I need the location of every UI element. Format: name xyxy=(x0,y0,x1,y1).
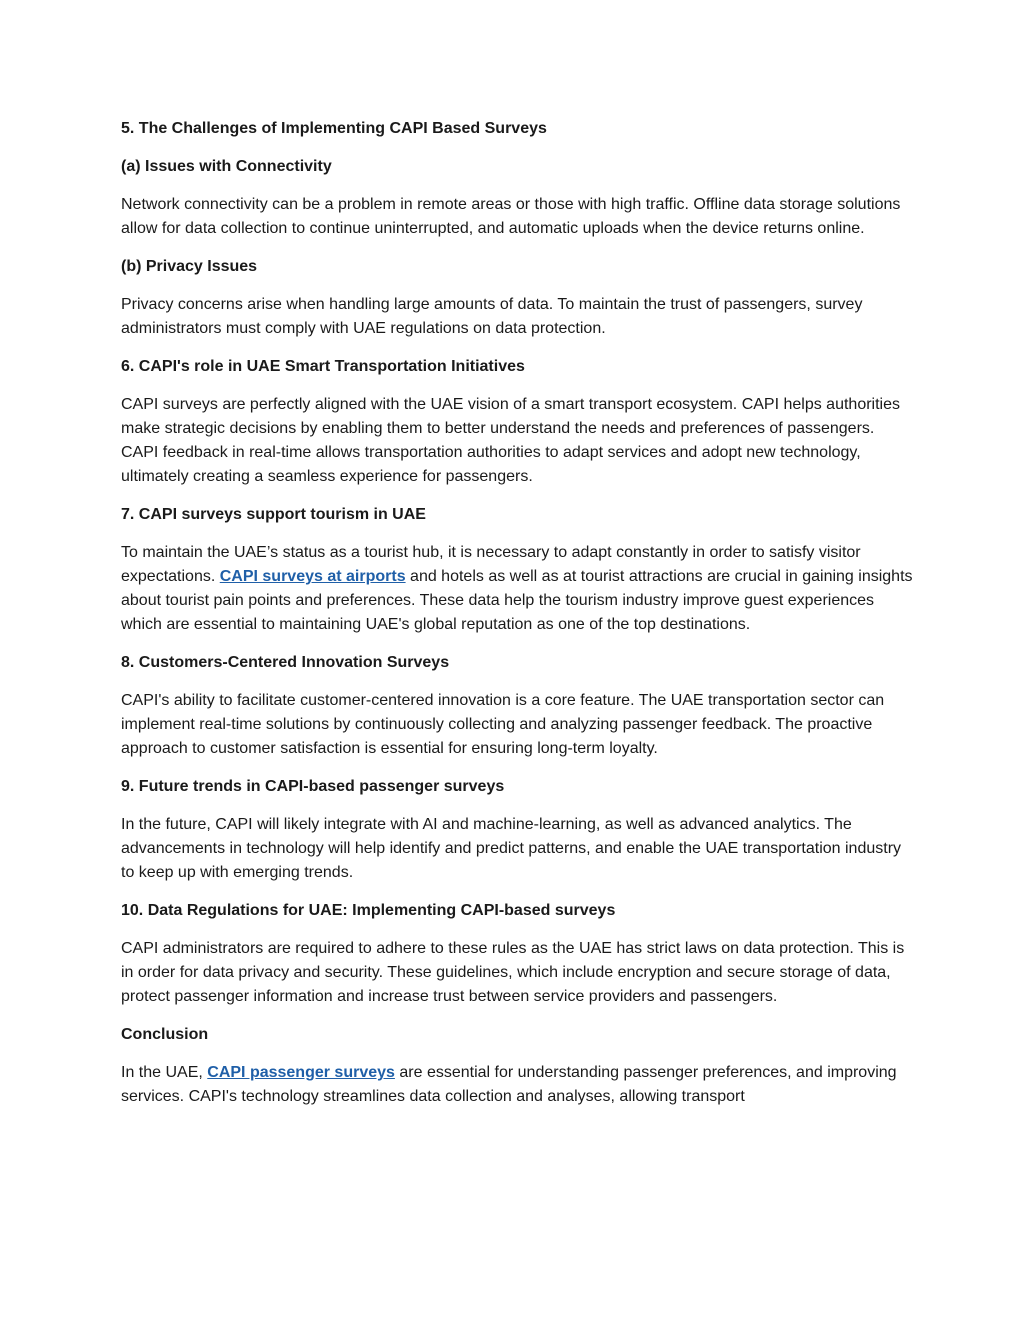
section-heading-challenges: 5. The Challenges of Implementing CAPI Based Surveys xyxy=(121,120,547,137)
paragraph-future-trends: In the future, CAPI will likely integrate with AI and machine-learning, as well as advanced analytics. The advancements in technology will help identify and predict patterns, and enable the UAE transportation industry to keep up with emerging trends. xyxy=(121,816,902,881)
paragraph-conclusion-before: In the UAE, xyxy=(121,1064,208,1081)
section-heading-future-trends: 9. Future trends in CAPI-based passenger surveys xyxy=(121,778,505,795)
paragraph-conclusion xyxy=(121,1061,916,1109)
section-heading-connectivity: (a) Issues with Connectivity xyxy=(121,158,332,175)
paragraph-conclusion-after: are essential for understanding passenger preferences, and improving services. CAPI's technology streamlines data collection and analyses, allowing transport xyxy=(121,1064,897,1105)
paragraph-regulations: CAPI administrators are required to adhere to these rules as the UAE has strict laws on data protection. This is in order for data privacy and security. These guidelines, which include encryption and secure storage of data, protect passenger information and increase trust between service providers and passengers. xyxy=(121,940,905,1005)
paragraph-tourism xyxy=(121,541,916,637)
document-content xyxy=(121,117,916,1123)
capi-passenger-surveys-link[interactable]: CAPI passenger surveys xyxy=(207,1064,395,1081)
section-heading-conclusion: Conclusion xyxy=(121,1026,209,1043)
paragraph-tourism-after: and hotels as well as at tourist attractions are crucial in gaining insights about tourist pain points and preferences. These data help the tourism industry improve guest experiences which are essential to maintaining UAE's global reputation as one of the top destinations. xyxy=(121,568,913,633)
section-heading-innovation: 8. Customers-Centered Innovation Surveys xyxy=(121,654,450,671)
section-heading-privacy: (b) Privacy Issues xyxy=(121,258,258,275)
paragraph-tourism-before: To maintain the UAE’s status as a tourist hub, it is necessary to adapt constantly in order to satisfy visitor expectations. xyxy=(121,544,861,585)
paragraph-privacy: Privacy concerns arise when handling large amounts of data. To maintain the trust of passengers, survey administrators must comply with UAE regulations on data protection. xyxy=(121,296,863,337)
paragraph-smart-transport: CAPI surveys are perfectly aligned with the UAE vision of a smart transport ecosystem. CAPI helps authorities make strategic decisions by enabling them to better understand the needs and preferences of passengers. CAPI feedback in real-time allows transportation authorities to adapt services and adopt new technology, ultimately creating a seamless experience for passengers. xyxy=(121,396,900,485)
section-heading-smart-transport: 6. CAPI's role in UAE Smart Transportation Initiatives xyxy=(121,358,525,375)
paragraph-innovation: CAPI's ability to facilitate customer-centered innovation is a core feature. The UAE transportation sector can implement real-time solutions by continuously collecting and analyzing passenger feedback. The proactive approach to customer satisfaction is essential for ensuring long-term loyalty. xyxy=(121,692,885,757)
paragraph-connectivity: Network connectivity can be a problem in remote areas or those with high traffic. Offline data storage solutions allow for data collection to continue uninterrupted, and automatic uploads when the device returns online. xyxy=(121,196,901,237)
section-heading-tourism: 7. CAPI surveys support tourism in UAE xyxy=(121,506,426,523)
section-heading-regulations: 10. Data Regulations for UAE: Implementing CAPI-based surveys xyxy=(121,902,616,919)
capi-surveys-airports-link[interactable]: CAPI surveys at airports xyxy=(219,568,406,585)
